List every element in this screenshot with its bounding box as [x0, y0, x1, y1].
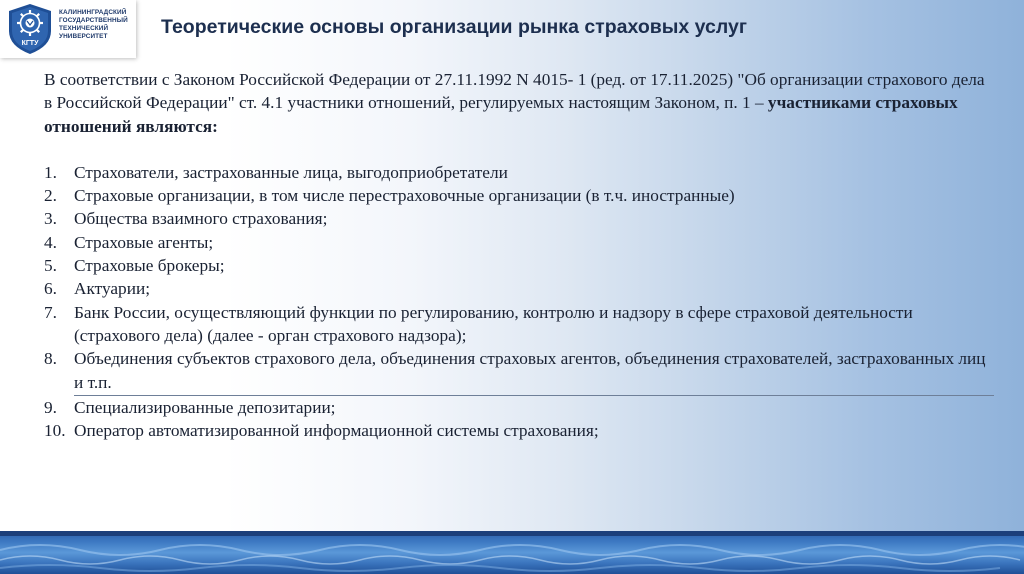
- list-item-text: Страховые агенты;: [74, 232, 214, 252]
- list-item-text: Оператор автоматизированной информационной системы страхования;: [74, 421, 599, 441]
- list-item-text: Страховые брокеры;: [74, 256, 225, 276]
- university-name-line: УНИВЕРСИТЕТ: [59, 33, 108, 40]
- footer-water-pattern: [0, 536, 1024, 574]
- list-item: [44, 419, 994, 442]
- list-item-text: Общества взаимного страхования;: [74, 209, 328, 229]
- list-item-number: 9.: [44, 397, 57, 417]
- logo-abbr: КГТУ: [21, 40, 39, 47]
- university-name-line: ГОСУДАРСТВЕННЫЙ: [59, 17, 128, 24]
- list-item-text: Актуарии;: [74, 279, 150, 299]
- list-item-text: Страховые организации, в том числе перестраховочные организации (в т.ч. иностранные): [74, 186, 735, 206]
- list-item-number: 4.: [44, 232, 57, 252]
- list-item-number: 1.: [44, 162, 57, 182]
- list-item-number: 6.: [44, 279, 57, 299]
- list-item: [44, 184, 994, 207]
- intro-paragraph: [44, 68, 994, 138]
- list-item-number: 3.: [44, 209, 57, 229]
- university-name-line: ТЕХНИЧЕСКИЙ: [59, 25, 109, 32]
- list-item-text: Объединения субъектов страхового дела, объединения страховых агентов, объединения страхователей, застрахованных лиц и т.п.: [74, 347, 994, 396]
- list-item-number: 10.: [44, 421, 66, 441]
- list-item: [44, 347, 994, 396]
- list-item-text: Специализированные депозитарии;: [74, 397, 336, 417]
- list-item-number: 2.: [44, 186, 57, 206]
- list-item-text: Банк России, осуществляющий функции по регулированию, контролю и надзору в сфере страховой деятельности (страхового дела) (далее - орган страхового надзора);: [74, 302, 913, 345]
- intro-text: В соответствии с Законом Российской Федерации от 27.11.1992 N 4015- 1 (ред. от 17.11.2025) "Об организации страхового дела в Российской Федерации" ст. 4.1 участники отношений, регулируемых настоящим Законом, п. 1 –: [44, 70, 985, 113]
- slide-title: Теоретические основы организации рынка страховых услуг: [161, 16, 747, 38]
- list-item: [44, 301, 994, 348]
- list-item-number: 5.: [44, 256, 57, 276]
- list-item: [44, 161, 994, 184]
- list-item: [44, 396, 994, 419]
- list-item: [44, 277, 994, 300]
- slide-content: [44, 68, 994, 442]
- university-name-line: КАЛИНИНГРАДСКИЙ: [59, 9, 127, 16]
- list-item-number: 7.: [44, 302, 57, 322]
- list-item: [44, 231, 994, 254]
- university-emblem-icon: [6, 3, 54, 55]
- university-logo: [0, 0, 136, 58]
- list-item-text: Страхователи, застрахованные лица, выгодоприобретатели: [74, 162, 508, 182]
- list-item: [44, 207, 994, 230]
- participants-list: [44, 161, 994, 443]
- list-item-number: 8.: [44, 349, 57, 369]
- intro-bold-text: участниками страховых отношений являются:: [44, 93, 958, 136]
- university-name: [59, 9, 134, 41]
- list-item: [44, 254, 994, 277]
- footer-decoration-bar: [0, 531, 1024, 574]
